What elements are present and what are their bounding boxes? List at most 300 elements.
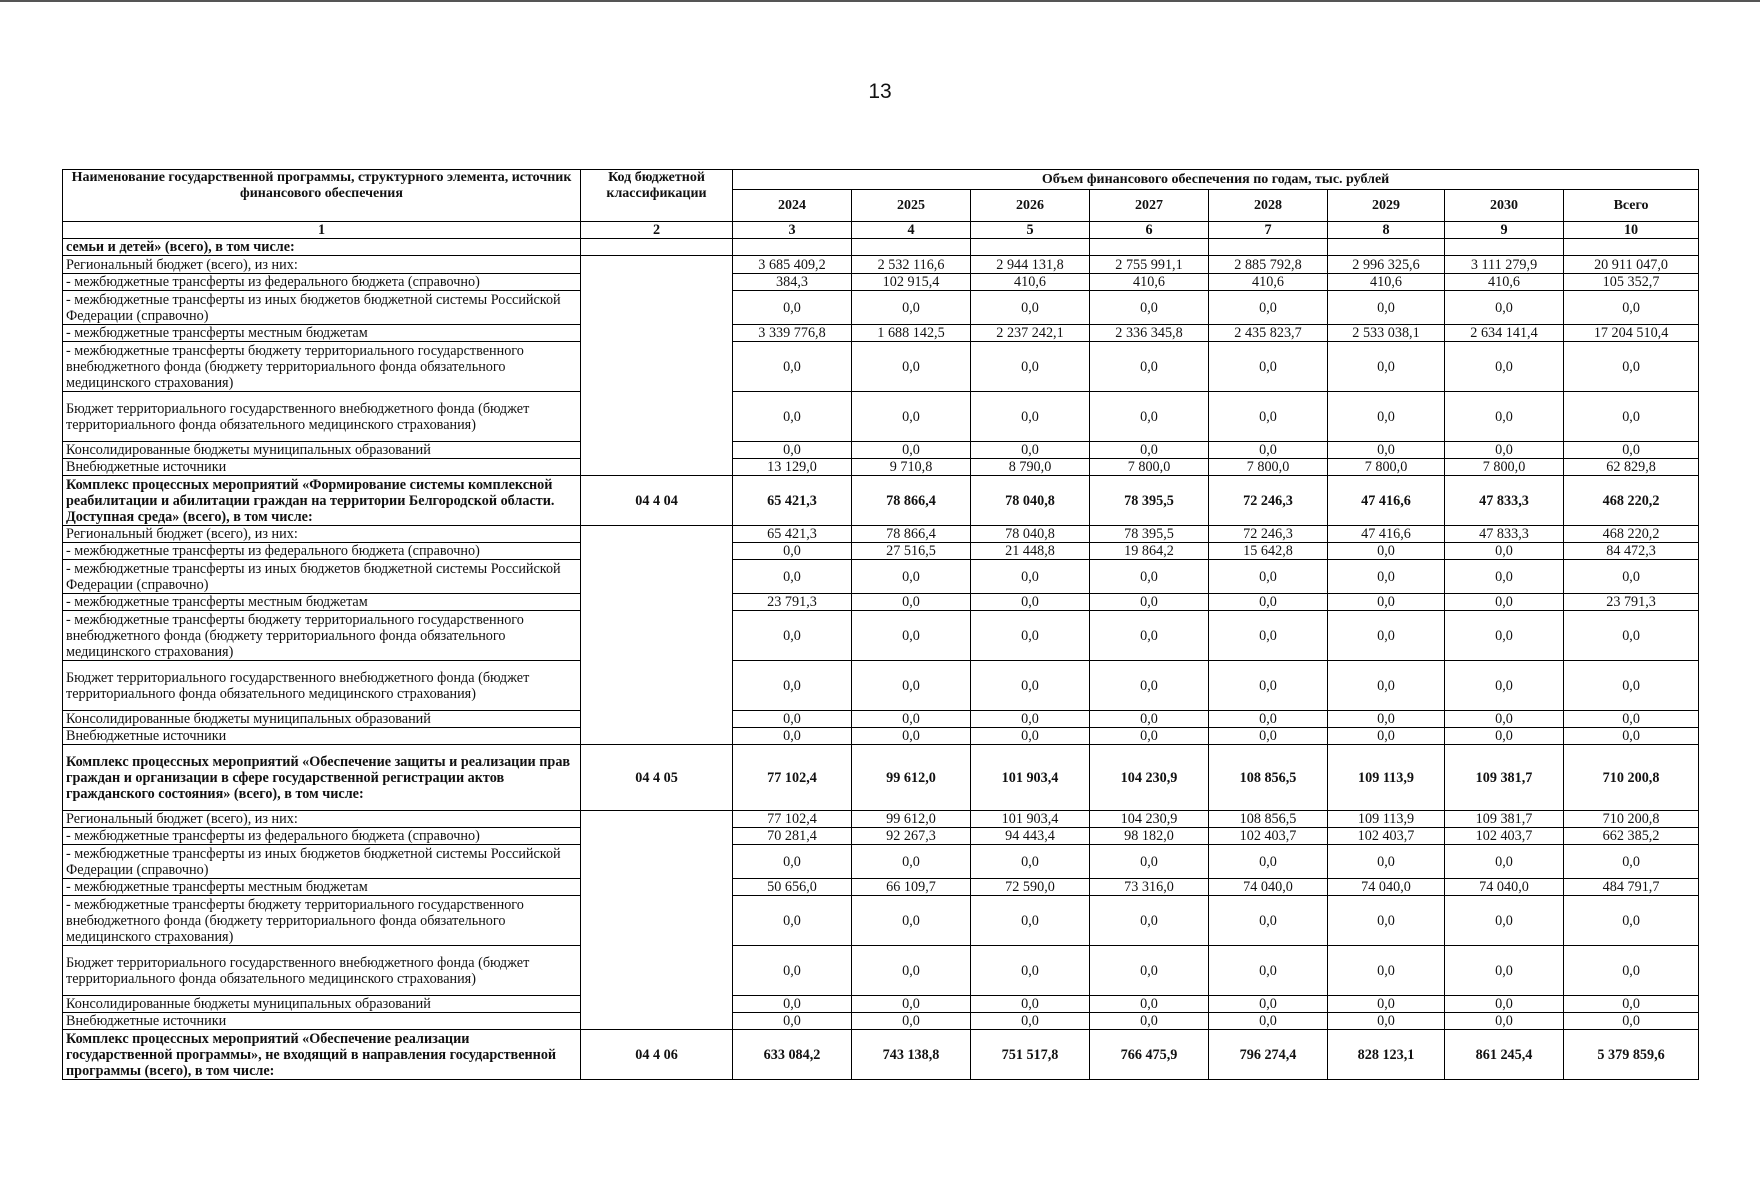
row-value: 92 267,3 xyxy=(852,828,971,845)
row-value xyxy=(733,239,852,256)
row-total: 0,0 xyxy=(1564,661,1699,711)
row-value: 0,0 xyxy=(971,728,1090,745)
row-value: 94 443,4 xyxy=(971,828,1090,845)
row-name: Внебюджетные источники xyxy=(63,459,581,476)
row-value: 0,0 xyxy=(1209,291,1328,325)
row-value: 1 688 142,5 xyxy=(852,325,971,342)
row-value: 0,0 xyxy=(1209,996,1328,1013)
row-value: 0,0 xyxy=(1445,291,1564,325)
row-value: 0,0 xyxy=(1445,711,1564,728)
row-value: 0,0 xyxy=(1209,946,1328,996)
row-name: - межбюджетные трансферты местным бюджетам xyxy=(63,879,581,896)
row-total: 0,0 xyxy=(1564,442,1699,459)
row-value: 0,0 xyxy=(1328,711,1445,728)
table-row xyxy=(63,711,1699,728)
column-number: 8 xyxy=(1328,222,1445,239)
row-value: 72 246,3 xyxy=(1209,526,1328,543)
row-value: 0,0 xyxy=(852,845,971,879)
row-value: 0,0 xyxy=(1090,342,1209,392)
row-value: 0,0 xyxy=(733,543,852,560)
row-value: 0,0 xyxy=(1445,442,1564,459)
row-value: 0,0 xyxy=(1328,543,1445,560)
row-total: 710 200,8 xyxy=(1564,811,1699,828)
row-value: 0,0 xyxy=(733,845,852,879)
row-value: 0,0 xyxy=(1209,661,1328,711)
row-value: 8 790,0 xyxy=(971,459,1090,476)
row-value: 0,0 xyxy=(733,946,852,996)
row-value: 0,0 xyxy=(1445,896,1564,946)
row-value: 47 833,3 xyxy=(1445,526,1564,543)
table-row xyxy=(63,342,1699,392)
row-value: 0,0 xyxy=(852,291,971,325)
row-name: Бюджет территориального государственного внебюджетного фонда (бюджет территориального фонда обязательного медицинского страхования) xyxy=(63,946,581,996)
row-total: 468 220,2 xyxy=(1564,526,1699,543)
row-value: 0,0 xyxy=(1090,896,1209,946)
column-number: 9 xyxy=(1445,222,1564,239)
row-value: 0,0 xyxy=(1090,611,1209,661)
row-total: 0,0 xyxy=(1564,611,1699,661)
row-total: 17 204 510,4 xyxy=(1564,325,1699,342)
column-numbers-row xyxy=(63,222,1699,239)
table-row xyxy=(63,325,1699,342)
row-value: 2 533 038,1 xyxy=(1328,325,1445,342)
row-value: 384,3 xyxy=(733,274,852,291)
row-value: 828 123,1 xyxy=(1328,1030,1445,1080)
row-value: 108 856,5 xyxy=(1209,745,1328,811)
row-value: 0,0 xyxy=(1328,845,1445,879)
row-total: 5 379 859,6 xyxy=(1564,1030,1699,1080)
table-row xyxy=(63,1013,1699,1030)
row-value: 99 612,0 xyxy=(852,745,971,811)
row-value: 65 421,3 xyxy=(733,476,852,526)
row-value: 101 903,4 xyxy=(971,811,1090,828)
row-name: Консолидированные бюджеты муниципальных образований xyxy=(63,996,581,1013)
row-value: 19 864,2 xyxy=(1090,543,1209,560)
row-value: 861 245,4 xyxy=(1445,1030,1564,1080)
row-value: 27 516,5 xyxy=(852,543,971,560)
row-name: Региональный бюджет (всего), из них: xyxy=(63,811,581,828)
row-value: 0,0 xyxy=(1209,1013,1328,1030)
row-total: 0,0 xyxy=(1564,946,1699,996)
row-value xyxy=(1090,239,1209,256)
row-value: 0,0 xyxy=(1445,1013,1564,1030)
row-value: 0,0 xyxy=(1328,594,1445,611)
row-value: 0,0 xyxy=(1328,611,1445,661)
row-value: 74 040,0 xyxy=(1328,879,1445,896)
row-total: 662 385,2 xyxy=(1564,828,1699,845)
row-value: 0,0 xyxy=(1090,560,1209,594)
row-value: 7 800,0 xyxy=(1209,459,1328,476)
page-top-edge xyxy=(0,0,1760,2)
row-value: 78 395,5 xyxy=(1090,526,1209,543)
row-name: - межбюджетные трансферты бюджету территориального государственного внебюджетного фонда (бюджету территориального фонда обязательного медицинского страхования) xyxy=(63,611,581,661)
row-value: 2 755 991,1 xyxy=(1090,256,1209,274)
row-value: 0,0 xyxy=(852,594,971,611)
row-value: 0,0 xyxy=(1209,560,1328,594)
row-value: 0,0 xyxy=(852,896,971,946)
column-number: 7 xyxy=(1209,222,1328,239)
row-value: 743 138,8 xyxy=(852,1030,971,1080)
row-value: 0,0 xyxy=(1328,342,1445,392)
row-value: 0,0 xyxy=(733,896,852,946)
row-value xyxy=(1445,239,1564,256)
row-value: 0,0 xyxy=(733,392,852,442)
table-row xyxy=(63,845,1699,879)
row-value: 0,0 xyxy=(971,442,1090,459)
row-total: 105 352,7 xyxy=(1564,274,1699,291)
row-value: 0,0 xyxy=(1445,560,1564,594)
row-total: 0,0 xyxy=(1564,996,1699,1013)
row-value: 104 230,9 xyxy=(1090,745,1209,811)
row-value: 0,0 xyxy=(971,611,1090,661)
row-value: 410,6 xyxy=(1445,274,1564,291)
table-row xyxy=(63,459,1699,476)
row-total: 20 911 047,0 xyxy=(1564,256,1699,274)
header-year: 2029 xyxy=(1328,190,1445,222)
row-value: 0,0 xyxy=(852,392,971,442)
row-value: 0,0 xyxy=(733,661,852,711)
row-total: 84 472,3 xyxy=(1564,543,1699,560)
row-value: 0,0 xyxy=(971,996,1090,1013)
row-name: Региональный бюджет (всего), из них: xyxy=(63,256,581,274)
row-value: 3 339 776,8 xyxy=(733,325,852,342)
row-code: 04 4 04 xyxy=(581,476,733,526)
table-header xyxy=(63,170,1699,239)
row-value: 0,0 xyxy=(1090,594,1209,611)
row-total: 0,0 xyxy=(1564,896,1699,946)
row-name: - межбюджетные трансферты из иных бюджетов бюджетной системы Российской Федерации (справочно) xyxy=(63,560,581,594)
row-total: 710 200,8 xyxy=(1564,745,1699,811)
row-value: 0,0 xyxy=(971,896,1090,946)
row-value: 0,0 xyxy=(971,560,1090,594)
row-total: 484 791,7 xyxy=(1564,879,1699,896)
header-year: 2026 xyxy=(971,190,1090,222)
row-name: Внебюджетные источники xyxy=(63,1013,581,1030)
row-value: 77 102,4 xyxy=(733,745,852,811)
row-value: 78 866,4 xyxy=(852,526,971,543)
table-body xyxy=(63,239,1699,1080)
row-name: Консолидированные бюджеты муниципальных образований xyxy=(63,711,581,728)
table-row xyxy=(63,476,1699,526)
row-total: 62 829,8 xyxy=(1564,459,1699,476)
row-value: 0,0 xyxy=(971,845,1090,879)
row-name: - межбюджетные трансферты бюджету территориального государственного внебюджетного фонда (бюджету территориального фонда обязательного медицинского страхования) xyxy=(63,896,581,946)
row-value: 102 403,7 xyxy=(1328,828,1445,845)
row-value: 410,6 xyxy=(1209,274,1328,291)
row-value: 0,0 xyxy=(1445,543,1564,560)
row-value: 0,0 xyxy=(1328,392,1445,442)
row-value: 109 113,9 xyxy=(1328,811,1445,828)
row-code xyxy=(581,526,733,745)
row-value: 0,0 xyxy=(1445,946,1564,996)
row-value: 0,0 xyxy=(1209,896,1328,946)
row-value: 7 800,0 xyxy=(1328,459,1445,476)
row-value: 74 040,0 xyxy=(1445,879,1564,896)
row-value: 410,6 xyxy=(971,274,1090,291)
row-value: 0,0 xyxy=(733,291,852,325)
row-value: 0,0 xyxy=(971,1013,1090,1030)
row-value: 0,0 xyxy=(1090,392,1209,442)
row-value: 0,0 xyxy=(971,711,1090,728)
row-value: 109 381,7 xyxy=(1445,745,1564,811)
row-value: 102 403,7 xyxy=(1445,828,1564,845)
row-value: 78 866,4 xyxy=(852,476,971,526)
row-value: 3 685 409,2 xyxy=(733,256,852,274)
row-value: 47 833,3 xyxy=(1445,476,1564,526)
row-name: Комплекс процессных мероприятий «Обеспечение реализации государственной программы», не входящий в направления государственной программы (всего), в том числе: xyxy=(63,1030,581,1080)
row-value: 108 856,5 xyxy=(1209,811,1328,828)
row-value: 0,0 xyxy=(733,560,852,594)
header-code: Код бюджетной классификации xyxy=(581,170,733,222)
row-value: 0,0 xyxy=(1090,1013,1209,1030)
row-value: 9 710,8 xyxy=(852,459,971,476)
row-value: 0,0 xyxy=(1445,728,1564,745)
table-row xyxy=(63,594,1699,611)
row-name: - межбюджетные трансферты из федерального бюджета (справочно) xyxy=(63,274,581,291)
row-value: 78 040,8 xyxy=(971,476,1090,526)
row-value: 0,0 xyxy=(1209,392,1328,442)
row-value: 2 336 345,8 xyxy=(1090,325,1209,342)
header-volume: Объем финансового обеспечения по годам, тыс. рублей xyxy=(733,170,1699,190)
row-code xyxy=(581,256,733,476)
row-name: - межбюджетные трансферты бюджету территориального государственного внебюджетного фонда (бюджету территориального фонда обязательного медицинского страхования) xyxy=(63,342,581,392)
row-value: 0,0 xyxy=(1328,291,1445,325)
row-value: 410,6 xyxy=(1090,274,1209,291)
row-name: Бюджет территориального государственного внебюджетного фонда (бюджет территориального фонда обязательного медицинского страхования) xyxy=(63,661,581,711)
row-total: 0,0 xyxy=(1564,560,1699,594)
row-value: 0,0 xyxy=(733,728,852,745)
row-value xyxy=(852,239,971,256)
row-value: 0,0 xyxy=(1209,711,1328,728)
row-value: 751 517,8 xyxy=(971,1030,1090,1080)
row-value: 98 182,0 xyxy=(1090,828,1209,845)
row-value: 65 421,3 xyxy=(733,526,852,543)
row-value: 0,0 xyxy=(852,611,971,661)
row-value: 0,0 xyxy=(1328,442,1445,459)
column-number: 2 xyxy=(581,222,733,239)
row-value: 0,0 xyxy=(852,1013,971,1030)
row-value: 0,0 xyxy=(971,594,1090,611)
table-row xyxy=(63,661,1699,711)
row-name: - межбюджетные трансферты из иных бюджетов бюджетной системы Российской Федерации (справочно) xyxy=(63,845,581,879)
table-row xyxy=(63,879,1699,896)
row-total: 0,0 xyxy=(1564,1013,1699,1030)
row-value: 0,0 xyxy=(1090,442,1209,459)
row-value: 78 040,8 xyxy=(971,526,1090,543)
row-value xyxy=(1209,239,1328,256)
row-total: 468 220,2 xyxy=(1564,476,1699,526)
row-value: 0,0 xyxy=(733,1013,852,1030)
row-value: 15 642,8 xyxy=(1209,543,1328,560)
row-code: 04 4 06 xyxy=(581,1030,733,1080)
table-row xyxy=(63,728,1699,745)
row-value: 99 612,0 xyxy=(852,811,971,828)
row-value: 2 237 242,1 xyxy=(971,325,1090,342)
row-name: Комплекс процессных мероприятий «Формирование системы комплексной реабилитации и абилитации граждан на территории Белгородской области. Доступная среда» (всего), в том числе: xyxy=(63,476,581,526)
row-value: 50 656,0 xyxy=(733,879,852,896)
row-value: 0,0 xyxy=(1328,946,1445,996)
row-total: 0,0 xyxy=(1564,728,1699,745)
table-row xyxy=(63,560,1699,594)
table-row xyxy=(63,996,1699,1013)
row-value xyxy=(971,239,1090,256)
row-value: 2 532 116,6 xyxy=(852,256,971,274)
table-row xyxy=(63,946,1699,996)
row-name: - межбюджетные трансферты из федерального бюджета (справочно) xyxy=(63,543,581,560)
row-value: 766 475,9 xyxy=(1090,1030,1209,1080)
row-value: 109 381,7 xyxy=(1445,811,1564,828)
row-value: 0,0 xyxy=(852,728,971,745)
row-value: 410,6 xyxy=(1328,274,1445,291)
row-value: 0,0 xyxy=(852,661,971,711)
row-value: 73 316,0 xyxy=(1090,879,1209,896)
row-value: 0,0 xyxy=(1445,392,1564,442)
row-value: 0,0 xyxy=(1328,996,1445,1013)
row-value: 74 040,0 xyxy=(1209,879,1328,896)
header-year: 2030 xyxy=(1445,190,1564,222)
row-value: 0,0 xyxy=(971,661,1090,711)
row-value: 796 274,4 xyxy=(1209,1030,1328,1080)
row-value: 102 403,7 xyxy=(1209,828,1328,845)
column-number: 10 xyxy=(1564,222,1699,239)
row-value: 0,0 xyxy=(1445,594,1564,611)
row-value: 0,0 xyxy=(1328,896,1445,946)
row-value: 7 800,0 xyxy=(1090,459,1209,476)
row-code xyxy=(581,239,733,256)
row-value: 0,0 xyxy=(1090,661,1209,711)
row-value: 47 416,6 xyxy=(1328,476,1445,526)
row-value: 0,0 xyxy=(1445,342,1564,392)
row-value: 101 903,4 xyxy=(971,745,1090,811)
row-name: - межбюджетные трансферты из иных бюджетов бюджетной системы Российской Федерации (справочно) xyxy=(63,291,581,325)
header-name: Наименование государственной программы, структурного элемента, источник финансового обеспечения xyxy=(63,170,581,222)
row-total: 0,0 xyxy=(1564,342,1699,392)
row-value: 7 800,0 xyxy=(1445,459,1564,476)
row-value: 0,0 xyxy=(971,946,1090,996)
table-row xyxy=(63,526,1699,543)
row-name: Внебюджетные источники xyxy=(63,728,581,745)
row-value: 0,0 xyxy=(1328,1013,1445,1030)
row-value: 21 448,8 xyxy=(971,543,1090,560)
row-total: 0,0 xyxy=(1564,845,1699,879)
table-row xyxy=(63,274,1699,291)
row-value: 0,0 xyxy=(1209,594,1328,611)
row-value: 0,0 xyxy=(1090,845,1209,879)
row-value: 0,0 xyxy=(971,291,1090,325)
row-value: 72 590,0 xyxy=(971,879,1090,896)
table-row xyxy=(63,811,1699,828)
row-value: 0,0 xyxy=(733,711,852,728)
row-value: 0,0 xyxy=(852,560,971,594)
row-value: 0,0 xyxy=(852,342,971,392)
row-value: 2 435 823,7 xyxy=(1209,325,1328,342)
row-total: 0,0 xyxy=(1564,291,1699,325)
table-row xyxy=(63,1030,1699,1080)
column-number: 3 xyxy=(733,222,852,239)
row-total: 23 791,3 xyxy=(1564,594,1699,611)
row-code: 04 4 05 xyxy=(581,745,733,811)
row-value: 23 791,3 xyxy=(733,594,852,611)
row-value: 0,0 xyxy=(1445,611,1564,661)
row-value: 72 246,3 xyxy=(1209,476,1328,526)
table-row xyxy=(63,291,1699,325)
row-value: 78 395,5 xyxy=(1090,476,1209,526)
row-name: семьи и детей» (всего), в том числе: xyxy=(63,239,581,256)
row-value: 0,0 xyxy=(1445,661,1564,711)
table-row xyxy=(63,896,1699,946)
header-total: Всего xyxy=(1564,190,1699,222)
row-value: 0,0 xyxy=(733,996,852,1013)
row-value: 0,0 xyxy=(1209,728,1328,745)
row-value: 0,0 xyxy=(1209,342,1328,392)
row-value: 0,0 xyxy=(1090,728,1209,745)
row-name: Консолидированные бюджеты муниципальных образований xyxy=(63,442,581,459)
row-value: 0,0 xyxy=(971,392,1090,442)
row-value: 0,0 xyxy=(733,442,852,459)
row-value: 2 996 325,6 xyxy=(1328,256,1445,274)
row-value: 0,0 xyxy=(733,342,852,392)
row-value: 0,0 xyxy=(1090,291,1209,325)
row-total: 0,0 xyxy=(1564,711,1699,728)
row-value: 0,0 xyxy=(1445,996,1564,1013)
row-value: 0,0 xyxy=(1209,611,1328,661)
row-value: 2 885 792,8 xyxy=(1209,256,1328,274)
row-value: 0,0 xyxy=(1328,728,1445,745)
row-value: 77 102,4 xyxy=(733,811,852,828)
row-value: 0,0 xyxy=(852,946,971,996)
header-year: 2028 xyxy=(1209,190,1328,222)
row-value: 0,0 xyxy=(852,442,971,459)
row-value: 0,0 xyxy=(733,611,852,661)
row-name: - межбюджетные трансферты местным бюджетам xyxy=(63,594,581,611)
row-value: 104 230,9 xyxy=(1090,811,1209,828)
row-value: 2 944 131,8 xyxy=(971,256,1090,274)
row-name: Региональный бюджет (всего), из них: xyxy=(63,526,581,543)
table-row xyxy=(63,239,1699,256)
table-row xyxy=(63,256,1699,274)
table-row xyxy=(63,828,1699,845)
row-value: 0,0 xyxy=(971,342,1090,392)
row-name: - межбюджетные трансферты из федерального бюджета (справочно) xyxy=(63,828,581,845)
row-total xyxy=(1564,239,1699,256)
row-value: 0,0 xyxy=(1090,711,1209,728)
row-value: 0,0 xyxy=(1090,946,1209,996)
row-value: 0,0 xyxy=(1209,442,1328,459)
header-year: 2027 xyxy=(1090,190,1209,222)
row-name: Комплекс процессных мероприятий «Обеспечение защиты и реализации прав граждан и организации в сфере государственной регистрации актов гражданского состояния» (всего), в том числе: xyxy=(63,745,581,811)
row-value: 0,0 xyxy=(1328,661,1445,711)
row-value: 13 129,0 xyxy=(733,459,852,476)
row-total: 0,0 xyxy=(1564,392,1699,442)
column-number: 4 xyxy=(852,222,971,239)
row-value: 0,0 xyxy=(1090,996,1209,1013)
table-row xyxy=(63,392,1699,442)
row-value: 109 113,9 xyxy=(1328,745,1445,811)
row-value: 0,0 xyxy=(1209,845,1328,879)
row-value: 2 634 141,4 xyxy=(1445,325,1564,342)
row-value: 3 111 279,9 xyxy=(1445,256,1564,274)
page-number: 13 xyxy=(868,80,892,103)
row-value: 0,0 xyxy=(1445,845,1564,879)
column-number: 5 xyxy=(971,222,1090,239)
row-value: 102 915,4 xyxy=(852,274,971,291)
row-value: 633 084,2 xyxy=(733,1030,852,1080)
column-number: 1 xyxy=(63,222,581,239)
row-code xyxy=(581,811,733,1030)
row-value: 66 109,7 xyxy=(852,879,971,896)
column-number: 6 xyxy=(1090,222,1209,239)
header-year: 2024 xyxy=(733,190,852,222)
